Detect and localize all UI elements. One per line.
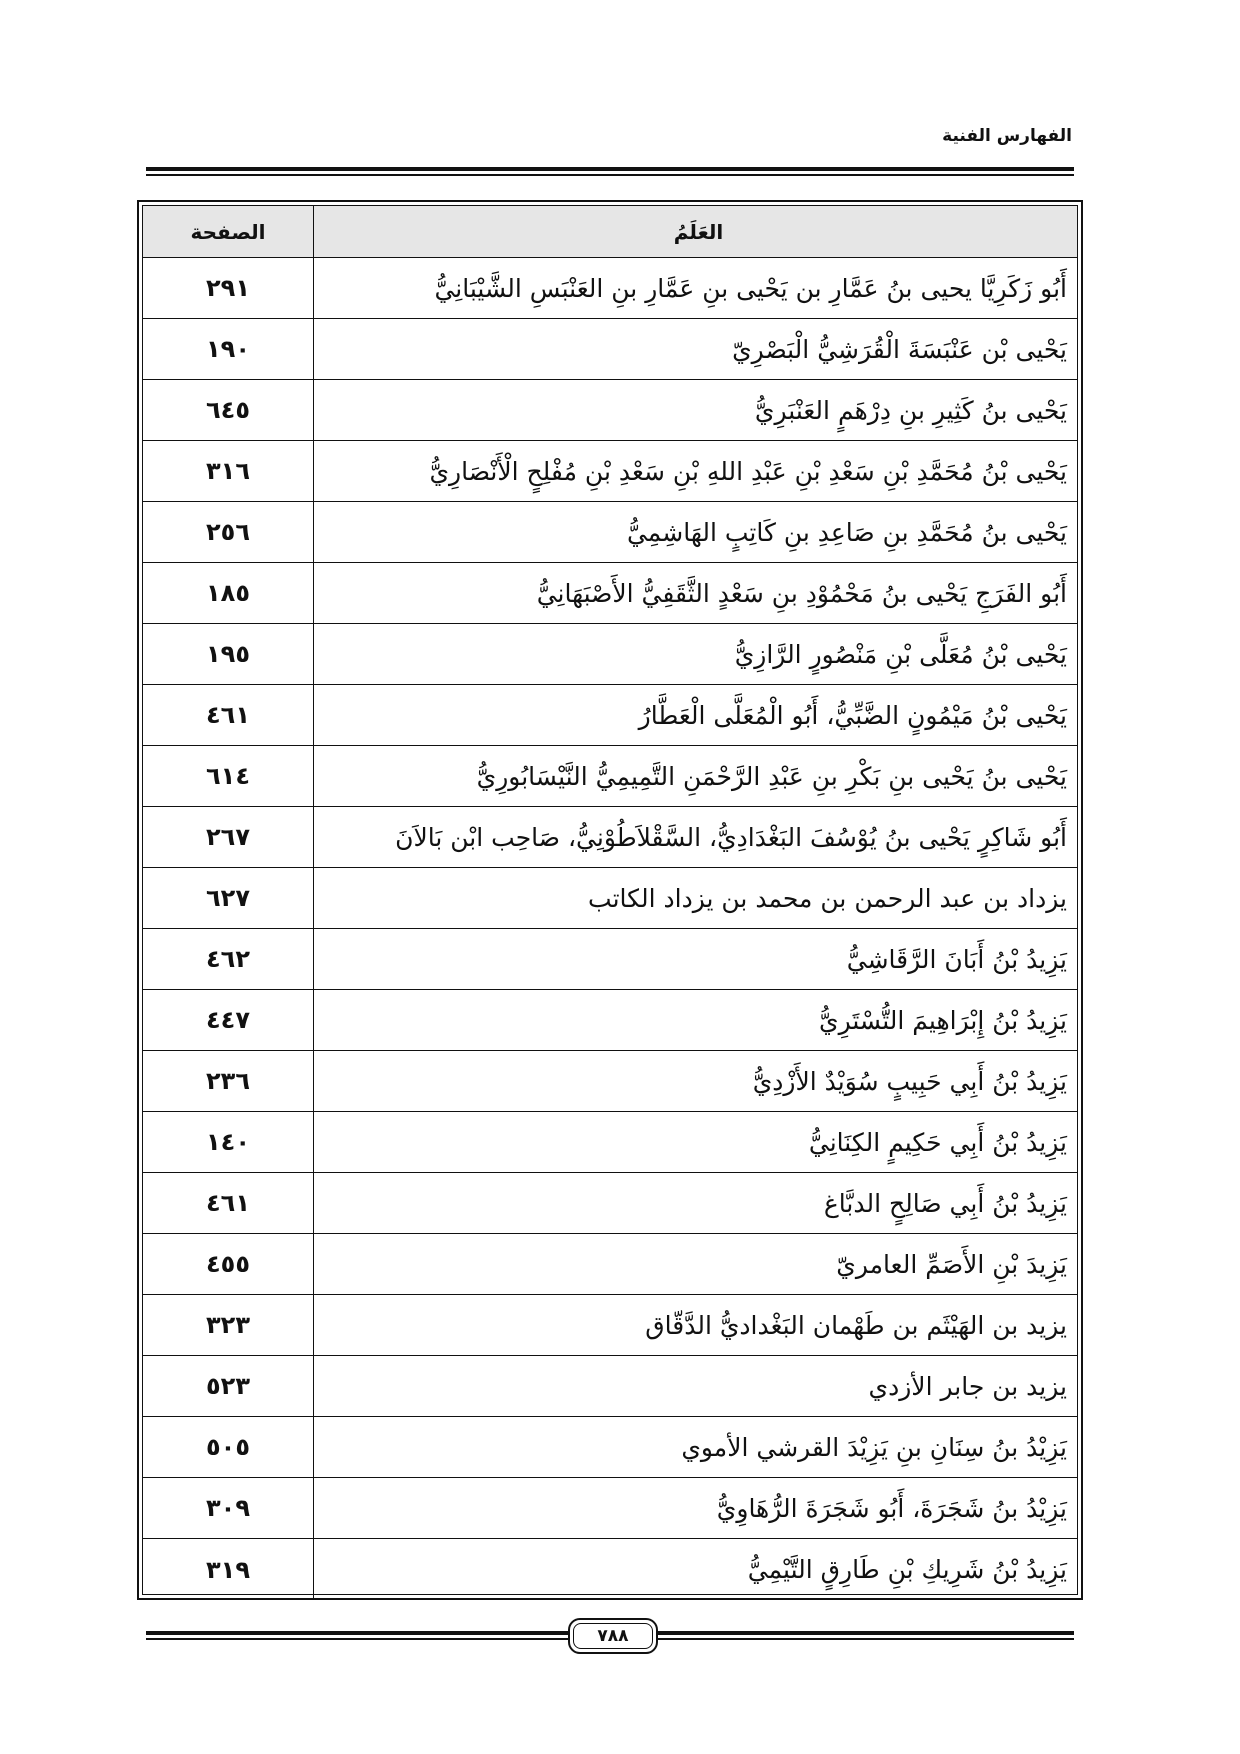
page-ref: ٢٦٧ [206, 823, 250, 851]
person-name: يَزِيْدُ بنُ شَجَرَةَ، أَبُو شَجَرَةَ الرُّهَاوِيُّ [313, 1478, 1077, 1538]
page-ref: ٤٤٧ [206, 1006, 250, 1034]
index-table [137, 200, 1083, 1600]
table-row [143, 563, 1077, 624]
table-row [143, 990, 1077, 1051]
table-row [143, 1417, 1077, 1478]
index-table-body [142, 205, 1078, 1595]
person-name: يَزِيدُ بْنُ أَبَانَ الرَّقَاشِيُّ [313, 929, 1077, 989]
table-row [143, 1539, 1077, 1600]
page-ref: ٢٩١ [206, 274, 250, 302]
person-name: يَزِيدُ بْنُ إِبْرَاهِيمَ التُّسْتَرِيُّ [313, 990, 1077, 1050]
person-name: يَزِيدَ بْنِ الأَصَمِّ العامريّ [313, 1234, 1077, 1294]
table-row [143, 502, 1077, 563]
person-name: يَزِيدُ بْنُ أَبِي حَكِيمٍ الكِنَانِيُّ [313, 1112, 1077, 1172]
page-ref: ٤٥٥ [206, 1250, 250, 1278]
table-row [143, 1112, 1077, 1173]
table-row [143, 685, 1077, 746]
person-name: يَحْيى بْنُ مُحَمَّدِ بْنِ سَعْدِ بْنِ عَبْدِ اللهِ بْنِ سَعْدِ بْنِ مُفْلِحٍ الْأَنْصَارِيُّ [313, 441, 1077, 501]
page-ref: ٤٦٢ [206, 945, 250, 973]
table-row [143, 624, 1077, 685]
person-name: أَبُو الفَرَجِ يَحْيى بنُ مَحْمُوْدِ بنِ سَعْدٍ الثَّقَفِيُّ الأَصْبَهَانِيُّ [313, 563, 1077, 623]
page-ref: ٣٢٣ [206, 1311, 250, 1339]
person-name: يَزِيدُ بْنُ شَرِيكِ بْنِ طَارِقٍ التَّيْمِيُّ [313, 1539, 1077, 1600]
page-ref: ٦٤٥ [206, 396, 250, 424]
table-row [143, 746, 1077, 807]
page-ref: ٤٦١ [206, 701, 250, 729]
table-row [143, 1234, 1077, 1295]
person-name: يَحْيى بنُ كَثِيرِ بنِ دِرْهَمٍ العَنْبَرِيُّ [313, 380, 1077, 440]
page-ref: ٥٠٥ [206, 1433, 250, 1461]
page-ref: ١٤٠ [206, 1128, 250, 1156]
table-row [143, 258, 1077, 319]
header-name: العَلَمُ [313, 206, 1077, 257]
person-name: يَحْيى بْنُ مُعَلَّى بْنِ مَنْصُورٍ الرَّازِيُّ [313, 624, 1077, 684]
person-name: يَحْيى بنُ يَحْيى بنِ بَكْرِ بنِ عَبْدِ الرَّحْمَنِ التَّمِيمِيُّ النَّيْسَابُورِيُّ [313, 746, 1077, 806]
page-ref: ١٩٠ [206, 335, 250, 363]
person-name: يزيد بن الهَيْثَم بن طَهْمان البَغْداديُّ الدَّقّاق [313, 1295, 1077, 1355]
running-head: الفهارس الفنية [942, 126, 1072, 146]
page-ref: ٣١٦ [206, 457, 250, 485]
person-name: أَبُو زَكَرِيَّا يحيى بنُ عَمَّارِ بن يَحْيى بنِ عَمَّارِ بنِ العَنْبَسِ الشَّيْبَانِيُّ [313, 258, 1077, 318]
header-page: الصفحة [190, 219, 266, 244]
table-row [143, 929, 1077, 990]
header-rule-thin [146, 174, 1074, 176]
table-row [143, 1051, 1077, 1112]
table-header-row [143, 206, 1077, 258]
page-ref: ٤٦١ [206, 1189, 250, 1217]
table-row [143, 1478, 1077, 1539]
table-row [143, 807, 1077, 868]
table-row [143, 1356, 1077, 1417]
person-name: يَحْيى بْنُ مَيْمُونٍ الضَّبِّيُّ، أَبُو الْمُعَلَّى الْعَطَّارُ [313, 685, 1077, 745]
table-row [143, 1295, 1077, 1356]
page-ref: ٦١٤ [206, 762, 250, 790]
person-name: يَزِيدُ بْنُ أَبِي حَبِيبٍ سُوَيْدٌ الأَزْدِيُّ [313, 1051, 1077, 1111]
table-row [143, 319, 1077, 380]
page-ref: ٥٢٣ [206, 1372, 250, 1400]
person-name: يَحْيى بْن عَنْبَسَةَ الْقُرَشِيُّ الْبَصْرِيّ [313, 319, 1077, 379]
header-rule-thick [146, 167, 1074, 171]
page-ref: ٣٠٩ [206, 1494, 250, 1522]
person-name: يَزِيدُ بْنُ أَبِي صَالِحٍ الدبَّاغ [313, 1173, 1077, 1233]
page-ref: ٢٥٦ [206, 518, 250, 546]
person-name: يزداد بن عبد الرحمن بن محمد بن يزداد الكاتب [313, 868, 1077, 928]
page-number: ٧٨٨ [573, 1623, 653, 1649]
table-row [143, 1173, 1077, 1234]
page-ref: ٢٣٦ [206, 1067, 250, 1095]
page-ref: ٣١٩ [206, 1555, 250, 1584]
person-name: أَبُو شَاكِرٍ يَحْيى بنُ يُوْسُفَ البَغْدَادِيُّ، السَّقْلاَطُوْنِيُّ، صَاحِب ابْن بَالاَنَ [313, 807, 1077, 867]
page-ref: ٦٢٧ [206, 884, 250, 912]
page-number-badge [568, 1618, 658, 1654]
table-row [143, 441, 1077, 502]
person-name: يَزِيْدُ بنُ سِنَانِ بنِ يَزِيْدَ القرشي الأموي [313, 1417, 1077, 1477]
page-ref: ١٩٥ [206, 640, 250, 668]
table-row [143, 868, 1077, 929]
page-ref: ١٨٥ [206, 579, 250, 607]
person-name: يزيد بن جابر الأزدي [313, 1356, 1077, 1416]
person-name: يَحْيى بنُ مُحَمَّدِ بنِ صَاعِدِ بنِ كَاتِبٍ الهَاشِمِيُّ [313, 502, 1077, 562]
table-row [143, 380, 1077, 441]
